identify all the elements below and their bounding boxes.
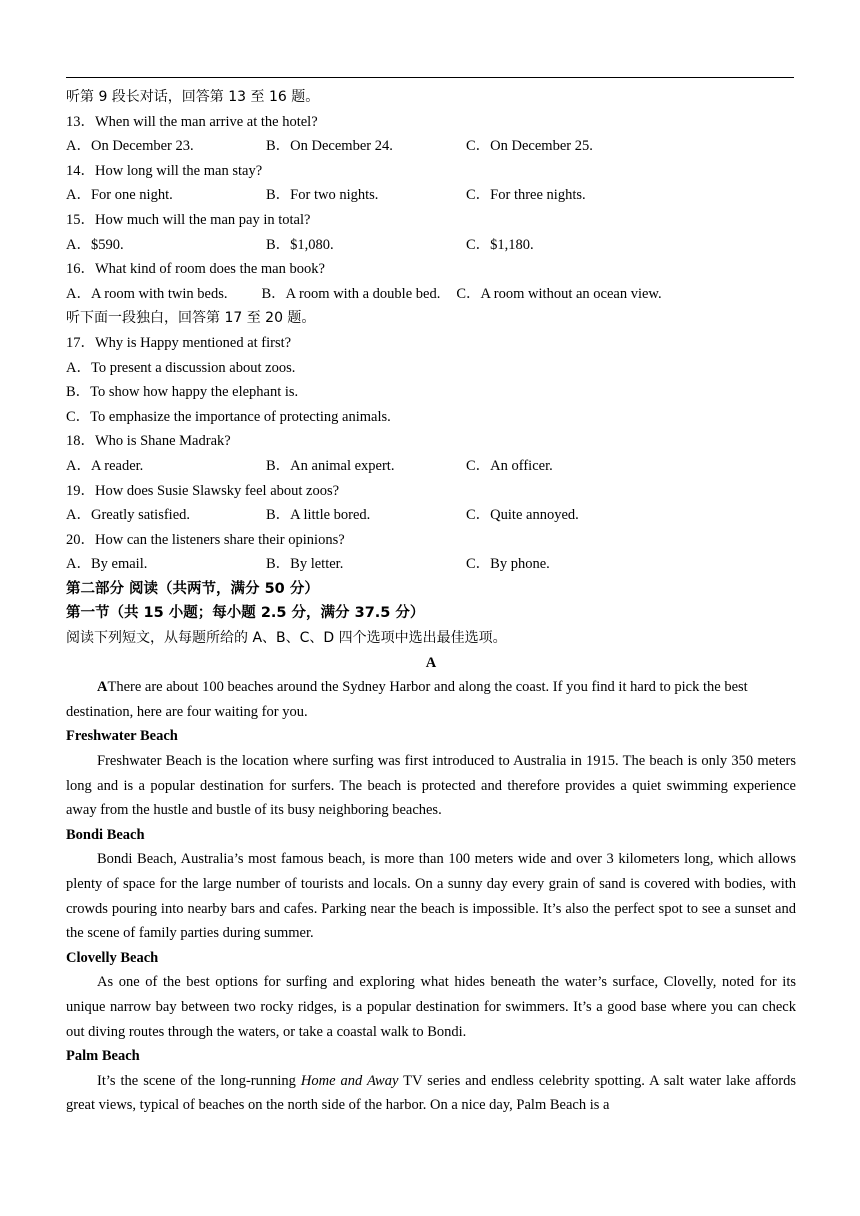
question-15-stem: 15．How much will the man pay in total? xyxy=(66,211,311,228)
beach-list xyxy=(66,724,796,1044)
section-instruction-monologue: 听下面一段独白，回答第 17 至 20 题。 xyxy=(66,310,316,327)
question-16-option-a: A．A room with twin beds. xyxy=(66,285,228,302)
page-content xyxy=(66,85,796,1118)
question-13-option-c: C．On December 25. xyxy=(466,138,593,155)
question-19-option-c: C．Quite annoyed. xyxy=(466,507,579,524)
beach-text-palm xyxy=(66,1069,796,1118)
beach-heading-clovelly: Clovelly Beach xyxy=(66,949,159,966)
question-19-stem: 19．How does Susie Slawsky feel about zoos? xyxy=(66,482,340,499)
question-18-options xyxy=(66,454,796,479)
palm-text-pre: It’s the scene of the long-running xyxy=(97,1072,301,1089)
palm-text-post: TV series and endless celebrity spotting. A salt water lake affords great views, typical of beaches on the north side of the harbor. On a nice day, Palm Beach is a xyxy=(66,1072,796,1114)
part2-title: 第二部分 阅读（共两节，满分 50 分） xyxy=(66,580,319,597)
passage-intro xyxy=(66,675,796,724)
question-20-option-a: A．By email. xyxy=(66,556,148,573)
reading-instruction: 阅读下列短文，从每题所给的 A、B、C、D 四个选项中选出最佳选项。 xyxy=(66,630,507,647)
question-17-option-b: B．To show how happy the elephant is. xyxy=(66,384,299,401)
question-13-options xyxy=(66,134,796,159)
question-14-option-b: B．For two nights. xyxy=(266,187,379,204)
passage-intro-lead: A xyxy=(97,679,108,696)
beach-heading-palm: Palm Beach xyxy=(66,1048,140,1065)
section-instruction-9: 听第 9 段长对话，回答第 13 至 16 题。 xyxy=(66,89,320,105)
question-20-options xyxy=(66,552,796,577)
beach-text-clovelly: As one of the best options for surfing and exploring what hides beneath the water’s surface, Clovelly, noted for its unique narrow bay between two rocky ridges, is a popular destination for swimmers. It’s a good base where you can check out diving routes through the waters, or take a coastal walk to Bondi. xyxy=(66,974,796,1040)
question-16-stem: 16．What kind of room does the man book? xyxy=(66,261,325,278)
question-18-option-c: C．An officer. xyxy=(466,457,553,474)
question-16-option-b: B．A room with a double bed. xyxy=(261,285,441,302)
question-18-option-b: B．An animal expert. xyxy=(266,457,395,474)
question-20-option-c: C．By phone. xyxy=(466,556,550,573)
section1-title: 第一节（共 15 小题；每小题 2.5 分，满分 37.5 分） xyxy=(66,605,425,622)
question-18-stem: 18．Who is Shane Madrak? xyxy=(66,433,231,450)
header-rule xyxy=(66,77,794,78)
question-19-option-b: B．A little bored. xyxy=(266,507,371,524)
question-group-18-20 xyxy=(66,429,796,577)
question-16-option-c: C．A room without an ocean view. xyxy=(456,285,662,302)
question-13-stem: 13．When will the man arrive at the hotel? xyxy=(66,113,318,130)
question-15-option-a: A．$590. xyxy=(66,236,124,253)
question-17-option-a: A．To present a discussion about zoos. xyxy=(66,359,296,376)
question-17-option-c: C．To emphasize the importance of protecting animals. xyxy=(66,408,391,425)
question-17-stem: 17．Why is Happy mentioned at first? xyxy=(66,334,292,351)
question-14-stem: 14．How long will the man stay? xyxy=(66,162,263,179)
question-19-options xyxy=(66,503,796,528)
passage-intro-text: There are about 100 beaches around the Sydney Harbor and along the coast. If you find it hard to pick the best destination, here are four waiting for you. xyxy=(66,679,748,720)
question-group-13-15 xyxy=(66,110,796,258)
question-15-option-c: C．$1,180. xyxy=(466,236,534,253)
question-19-option-a: A．Greatly satisfied. xyxy=(66,507,191,524)
question-14-option-a: A．For one night. xyxy=(66,187,173,204)
beach-heading-freshwater: Freshwater Beach xyxy=(66,728,178,745)
passage-label: A xyxy=(425,654,437,671)
question-20-stem: 20．How can the listeners share their opinions? xyxy=(66,531,345,548)
beach-heading-bondi: Bondi Beach xyxy=(66,826,145,843)
question-15-options xyxy=(66,233,796,258)
beach-text-bondi: Bondi Beach, Australia’s most famous beach, is more than 100 meters wide and over 3 kilometers long, which allows plenty of space for the large number of tourists and locals. On a sunny day every grain of sand is covered with bodies, with crowds pouring into nearby bars and cafes. Parking near the beach is impossible. It’s also the perfect spot to see a sunset and the scene of family parties during summer. xyxy=(66,851,796,942)
tv-series-title: Home and Away xyxy=(300,1072,399,1089)
question-13-option-a: A．On December 23. xyxy=(66,138,194,155)
question-15-option-b: B．$1,080. xyxy=(266,236,334,253)
question-14-option-c: C．For three nights. xyxy=(466,187,586,204)
question-18-option-a: A．A reader. xyxy=(66,457,144,474)
beach-text-freshwater: Freshwater Beach is the location where surfing was first introduced to Australia in 1915. The beach is only 350 meters long and is a popular destination for surfers. The beach is protected and therefore provides a quiet swimming experience away from the hustle and bustle of its busy neighboring beaches. xyxy=(66,753,796,819)
question-13-option-b: B．On December 24. xyxy=(266,138,393,155)
question-14-options xyxy=(66,183,796,208)
question-20-option-b: B．By letter. xyxy=(266,556,344,573)
question-16-options xyxy=(66,282,796,307)
